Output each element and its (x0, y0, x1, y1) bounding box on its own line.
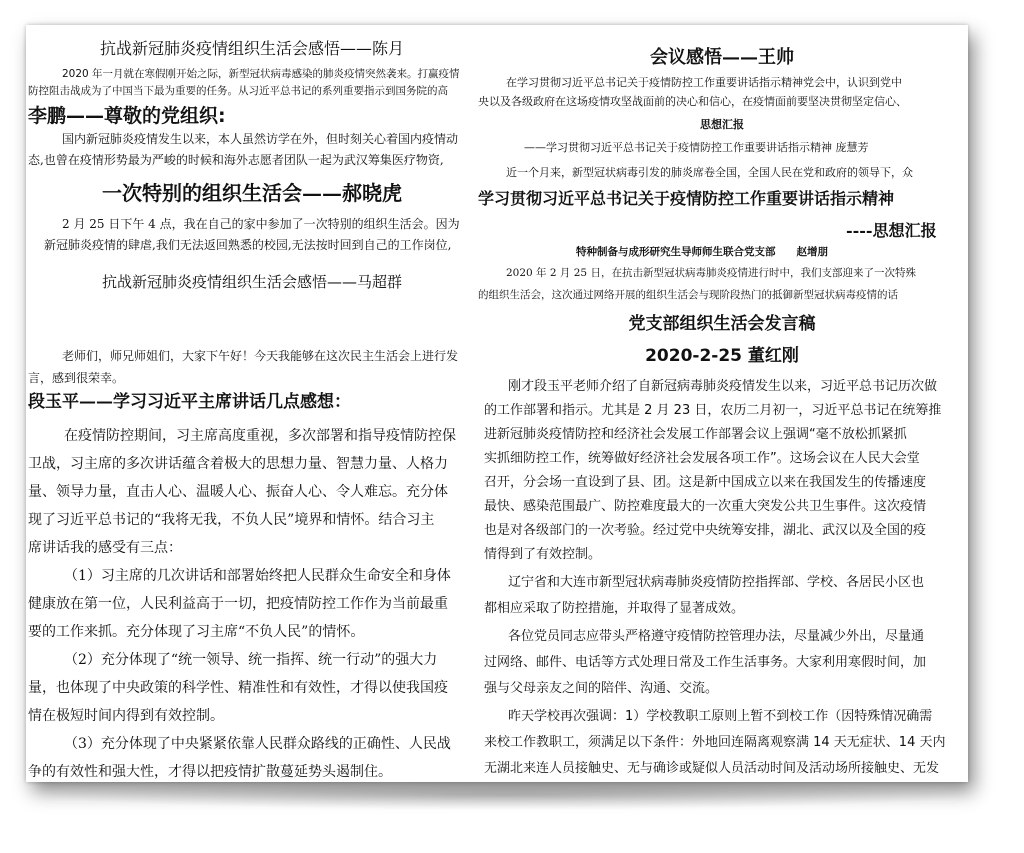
paragraph-line: 辽宁省和大连市新型冠状病毒肺炎疫情防控指挥部、学校、各居民小区也 (508, 575, 925, 590)
paragraph-line: （2）充分体现了“统一领导、统一指挥、统一行动”的强大力 (64, 652, 438, 668)
section-title-chenyue: 抗战新冠肺炎疫情组织生活会感悟——陈月 (99, 39, 404, 58)
right-column (476, 25, 968, 782)
paragraph-line: 的工作部署和指示。尤其是 2 月 23 日，农历二月初一，习近平总书记在统筹推 (484, 403, 942, 418)
section-title-speech: 党支部组织生活会发言稿 (628, 314, 816, 334)
paragraph-line: 2 月 25 日下午 4 点，我在自己的家中参加了一次特别的组织生活会。因为 (62, 217, 460, 231)
section-title-lipeng: 李鹏——尊敬的党组织: (28, 105, 226, 127)
paragraph-line: 刚才段玉平老师介绍了自新冠病毒肺炎疫情发生以来，习近平总书记历次做 (508, 379, 938, 394)
paragraph-line: 央以及各级政府在这场疫情攻坚战面前的决心和信心，在疫情面前要坚决贯彻坚定信心、 (478, 95, 907, 108)
paragraph-line: 进新冠肺炎疫情防控和经济社会发展工作部署会议上强调“毫不放松抓紧抓 (484, 427, 907, 442)
branch-author: 特种制备与成形研究生导师师生联合党支部 赵增朋 (576, 246, 828, 258)
report-subtitle: ——学习贯彻习近平总书记关于疫情防控工作重要讲话指示精神 庞慧芳 (524, 141, 869, 154)
paragraph-line: 强与父母亲友之间的陪伴、沟通、交流。 (484, 681, 719, 696)
paragraph-line: 2020 年 2 月 25 日，在抗击新型冠状病毒肺炎疫情进行时中，我们支部迎来了一次特殊 (506, 267, 916, 279)
paragraph-line: 要的工作来抓。充分体现了习主席“不负人民”的情怀。 (28, 624, 365, 640)
section-title-haoxiaohu: 一次特别的组织生活会——郝晓虎 (102, 181, 402, 205)
section-title-wangshuai: 会议感悟——王帅 (650, 47, 794, 68)
paragraph-line: 新冠肺炎疫情的肆虐,我们无法返回熟悉的校园,无法按时回到自己的工作岗位, (44, 238, 452, 252)
paragraph-line: 争的有效性和强大性，才得以把疫情扩散蔓延势头遏制住。 (28, 764, 392, 780)
paragraph-line: 各位党员同志应带头严格遵守疫情防控管理办法，尽量减少外出，尽量通 (508, 629, 925, 644)
left-column (26, 25, 478, 782)
paragraph-line: （1）习主席的几次讲话和部署始终把人民群众生命安全和身体 (64, 568, 451, 584)
paragraph-line: 最快、感染范围最广、防控难度最大的一次重大突发公共卫生事件。这次疫情 (484, 499, 927, 514)
collage-sheet (26, 25, 968, 782)
paragraph-line: 量、领导力量，直击人心、温暖人心、振奋人心、令人难忘。充分体 (28, 484, 448, 500)
paragraph-line: 健康放在第一位，人民利益高于一切，把疫情防控工作作为当前最重 (28, 596, 448, 612)
paragraph-line: 也是对各级部门的一次考验。经过党中央统筹安排，湖北、武汉以及全国的疫 (484, 523, 927, 538)
paragraph-line: 卫战，习主席的多次讲话蕴含着极大的思想力量、智慧力量、人格力 (28, 456, 448, 472)
paragraph-line: 昨天学校再次强调：1）学校教职工原则上暂不到校工作（因特殊情况确需 (508, 709, 933, 724)
paragraph-line: 言，感到很荣幸。 (28, 371, 125, 385)
paragraph-line: 来校工作教职工，须满足以下条件：外地回连隔离观察满 14 天无症状、14 天内 (484, 735, 946, 750)
paragraph-line: 过网络、邮件、电话等方式处理日常及工作生活事务。大家利用寒假时间，加 (484, 655, 927, 670)
paragraph-line: 量，也体现了中央政策的科学性、精准性和有效性，才得以使我国疫 (28, 680, 448, 696)
paragraph-line: 态,也曾在疫情形势最为严峻的时候和海外志愿者团队一起为武汉筹集医疗物资, (28, 153, 444, 167)
paragraph-line: 无湖北来连人员接触史、无与确诊或疑似人员活动时间及活动场所接触史、无发 (484, 761, 940, 776)
paragraph-line: 国内新冠肺炎疫情发生以来，本人虽然访学在外，但时刻关心着国内疫情动 (62, 132, 459, 146)
paragraph-line: 现了习近平总书记的“我将无我，不负人民”境界和情怀。结合习主 (28, 512, 435, 528)
paragraph-line: 召开，分会场一直设到了县、团。这是新中国成立以来在我国发生的传播速度 (484, 475, 927, 490)
paragraph-line: 实抓细防控工作，统筹做好经济社会发展各项工作”。这场会议在人民大会堂 (484, 451, 920, 466)
paragraph-line: 情得到了有效控制。 (484, 547, 602, 562)
paragraph-line: 在学习贯彻习近平总书记关于疫情防控工作重要讲话指示精神党会中，认识到党中 (506, 76, 902, 89)
paragraph-line: 在疫情防控期间，习主席高度重视，多次部署和指导疫情防控保 (64, 428, 456, 444)
report-subtitle: ----思想汇报 (846, 221, 937, 240)
paragraph-line: （3）充分体现了中央紧紧依靠人民群众路线的正确性、人民战 (64, 736, 451, 752)
paragraph-line: 席讲话我的感受有三点： (28, 540, 182, 556)
paragraph-line: 老师们，师兄师姐们，大家下午好！今天我能够在这次民主生活会上进行发 (62, 349, 459, 363)
paragraph-line: 防控阻击战成为了中国当下最为重要的任务。从习近平总书记的系列重要指示到国务院的高 (28, 85, 448, 97)
section-title-duanyuping: 段玉平——学习习近平主席讲话几点感想： (28, 392, 351, 412)
section-title-sixianghuibao: 思想汇报 (700, 118, 744, 131)
paragraph-line: 都相应采取了防控措施，并取得了显著成效。 (484, 601, 745, 616)
paragraph-line: 的组织生活会，这次通过网络开展的组织生活会与现阶段热门的抵御新型冠状病毒疫情的话 (478, 289, 898, 301)
speech-date-author: 2020-2-25 董红刚 (645, 346, 799, 366)
paragraph-line: 近一个月来，新型冠状病毒引发的肺炎席卷全国，全国人民在党和政府的领导下，众 (506, 166, 913, 179)
paragraph-line: 情在极短时间内得到有效控制。 (28, 708, 224, 724)
section-title-machaoqun: 抗战新冠肺炎疫情组织生活会感悟——马超群 (101, 273, 402, 291)
page-shadow (40, 780, 970, 810)
section-title-study: 学习贯彻习近平总书记关于疫情防控工作重要讲话指示精神 (478, 189, 895, 208)
paragraph-line: 2020 年一月就在寒假刚开始之际，新型冠状病毒感染的肺炎疫情突然袭来。打赢疫情 (62, 68, 460, 80)
